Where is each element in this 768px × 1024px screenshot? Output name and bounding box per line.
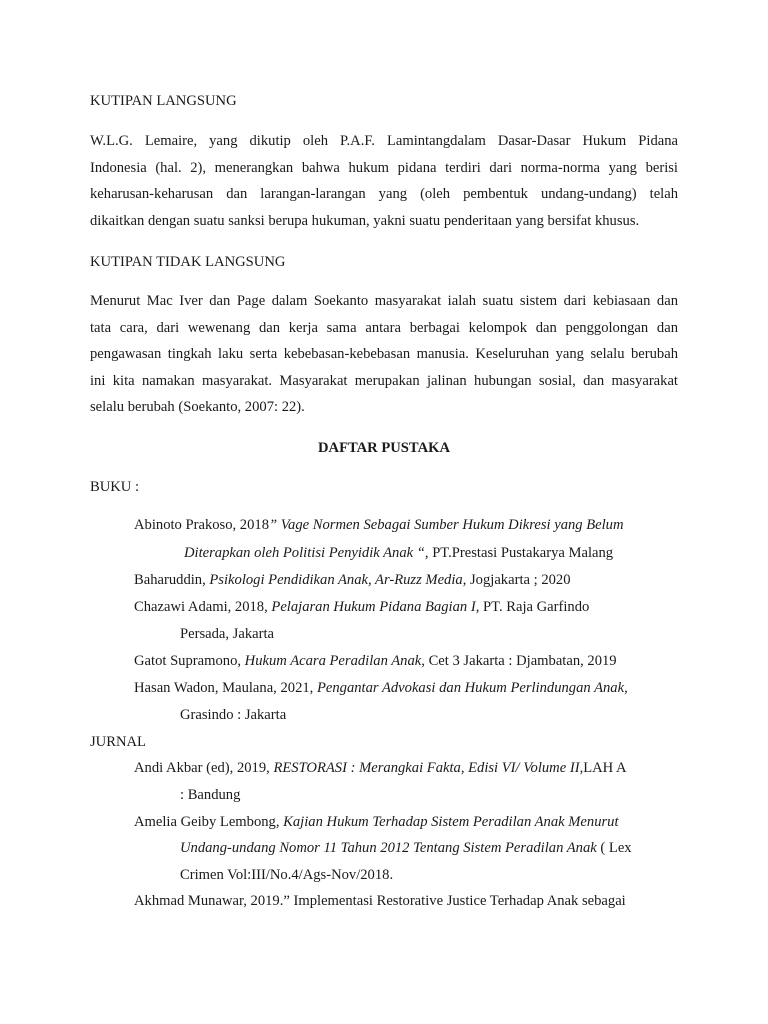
ref-text: ( Lex (596, 840, 632, 856)
ref-text: PT.Prestasi Pustakarya Malang (428, 545, 614, 561)
ref-text: , (624, 680, 628, 696)
journal-entry (134, 893, 626, 910)
book-entry (134, 599, 589, 616)
book-entry-continued (180, 707, 286, 724)
paragraph-line: keharusan-keharusan dan larangan-larangan yang (oleh pembentuk undang-undang) telah (90, 186, 678, 202)
ref-text: Gatot Supramono, (134, 653, 245, 669)
ref-title: Kajian Hukum Terhadap Sistem Peradilan Anak Menurut (283, 814, 619, 830)
book-entry (134, 517, 624, 534)
book-entry (134, 572, 571, 589)
ref-text: , Jogjakarta ; 2020 (462, 572, 571, 588)
section-heading-indirect-quote: KUTIPAN TIDAK LANGSUNG (90, 254, 286, 270)
ref-text: Amelia Geiby Lembong, (134, 814, 284, 830)
ref-title: Psikologi Pendidikan Anak, Ar-Ruzz Media (209, 572, 463, 588)
journals-label: JURNAL (90, 734, 146, 750)
ref-title: Diterapkan oleh Politisi Penyidik Anak “, (184, 545, 429, 561)
paragraph-line: Menurut Mac Iver dan Page dalam Soekanto masyarakat ialah suatu sistem dari kebiasaan dan (90, 293, 678, 309)
ref-title: Pengantar Advokasi dan Hukum Perlindungan Anak (316, 680, 625, 696)
journal-entry (134, 814, 619, 831)
ref-text: Akhmad Munawar, 2019.” Implementasi Restorative Justice Terhadap Anak sebagai (134, 893, 626, 909)
ref-title: ” Vage Normen Sebagai Sumber Hukum Dikresi yang Belum (269, 517, 624, 533)
book-entry-continued (184, 545, 613, 562)
ref-title: Undang-undang Nomor 11 Tahun 2012 Tentang Sistem Peradilan Anak (180, 840, 597, 856)
ref-title: RESTORASI : Merangkai Fakta, Edisi VI/ Volume II (273, 760, 580, 776)
paragraph-line: Indonesia (hal. 2), menerangkan bahwa hukum pidana terdiri dari norma-norma yang berisi (90, 159, 678, 176)
bibliography-title: DAFTAR PUSTAKA (317, 440, 451, 456)
ref-text: ,LAH A (579, 760, 627, 776)
ref-text: , Cet 3 Jakarta : Djambatan, 2019 (421, 653, 617, 669)
paragraph-indirect-quote (90, 288, 678, 421)
ref-title: Hukum Acara Peradilan Anak (244, 653, 422, 669)
ref-text: Grasindo : Jakarta (180, 707, 287, 723)
book-entry (134, 653, 617, 670)
journal-entry-continued (180, 787, 240, 804)
paragraph-line: dikaitkan dengan suatu sanksi berupa hukuman, yakni suatu penderitaan yang bersifat khusus. (90, 212, 640, 229)
ref-text: Baharuddin, (134, 572, 210, 588)
journal-entry (134, 760, 627, 777)
book-entry-continued (180, 626, 274, 643)
paragraph-line: W.L.G. Lemaire, yang dikutip oleh P.A.F. Lamintangdalam Dasar-Dasar Hukum Pidana (90, 133, 678, 149)
ref-text: Persada, Jakarta (180, 626, 275, 642)
ref-text: : Bandung (180, 787, 241, 803)
paragraph-line: selalu berubah (Soekanto, 2007: 22). (90, 399, 305, 415)
ref-text: Chazawi Adami, 2018, (134, 599, 272, 615)
ref-text: Hasan Wadon, Maulana, 2021, (134, 680, 317, 696)
paragraph-line: pengawasan tingkah laku serta kebebasan-kebebasan manusia. Keseluruhan yang selalu berubah (90, 346, 678, 362)
ref-text: Andi Akbar (ed), 2019, (134, 760, 274, 776)
ref-title: Pelajaran Hukum Pidana Bagian I (271, 599, 476, 615)
paragraph-line: ini kita namakan masyarakat. Masyarakat merupakan jalinan hubungan sosial, dan masyarakat (90, 372, 678, 389)
paragraph-line: tata cara, dari wewenang dan kerja sama antara berbagai kelompok dan penggolongan dan (90, 319, 678, 336)
paragraph-direct-quote (90, 128, 678, 234)
journal-entry-continued (180, 840, 632, 857)
ref-text: Abinoto Prakoso, 2018 (134, 517, 269, 533)
journal-entry-continued (180, 867, 393, 884)
books-label: BUKU : (90, 479, 140, 495)
ref-text: , PT. Raja Garfindo (475, 599, 590, 615)
section-heading-direct-quote: KUTIPAN LANGSUNG (90, 93, 237, 109)
book-entry (134, 680, 628, 697)
ref-text: Crimen Vol:III/No.4/Ags-Nov/2018. (180, 867, 394, 883)
